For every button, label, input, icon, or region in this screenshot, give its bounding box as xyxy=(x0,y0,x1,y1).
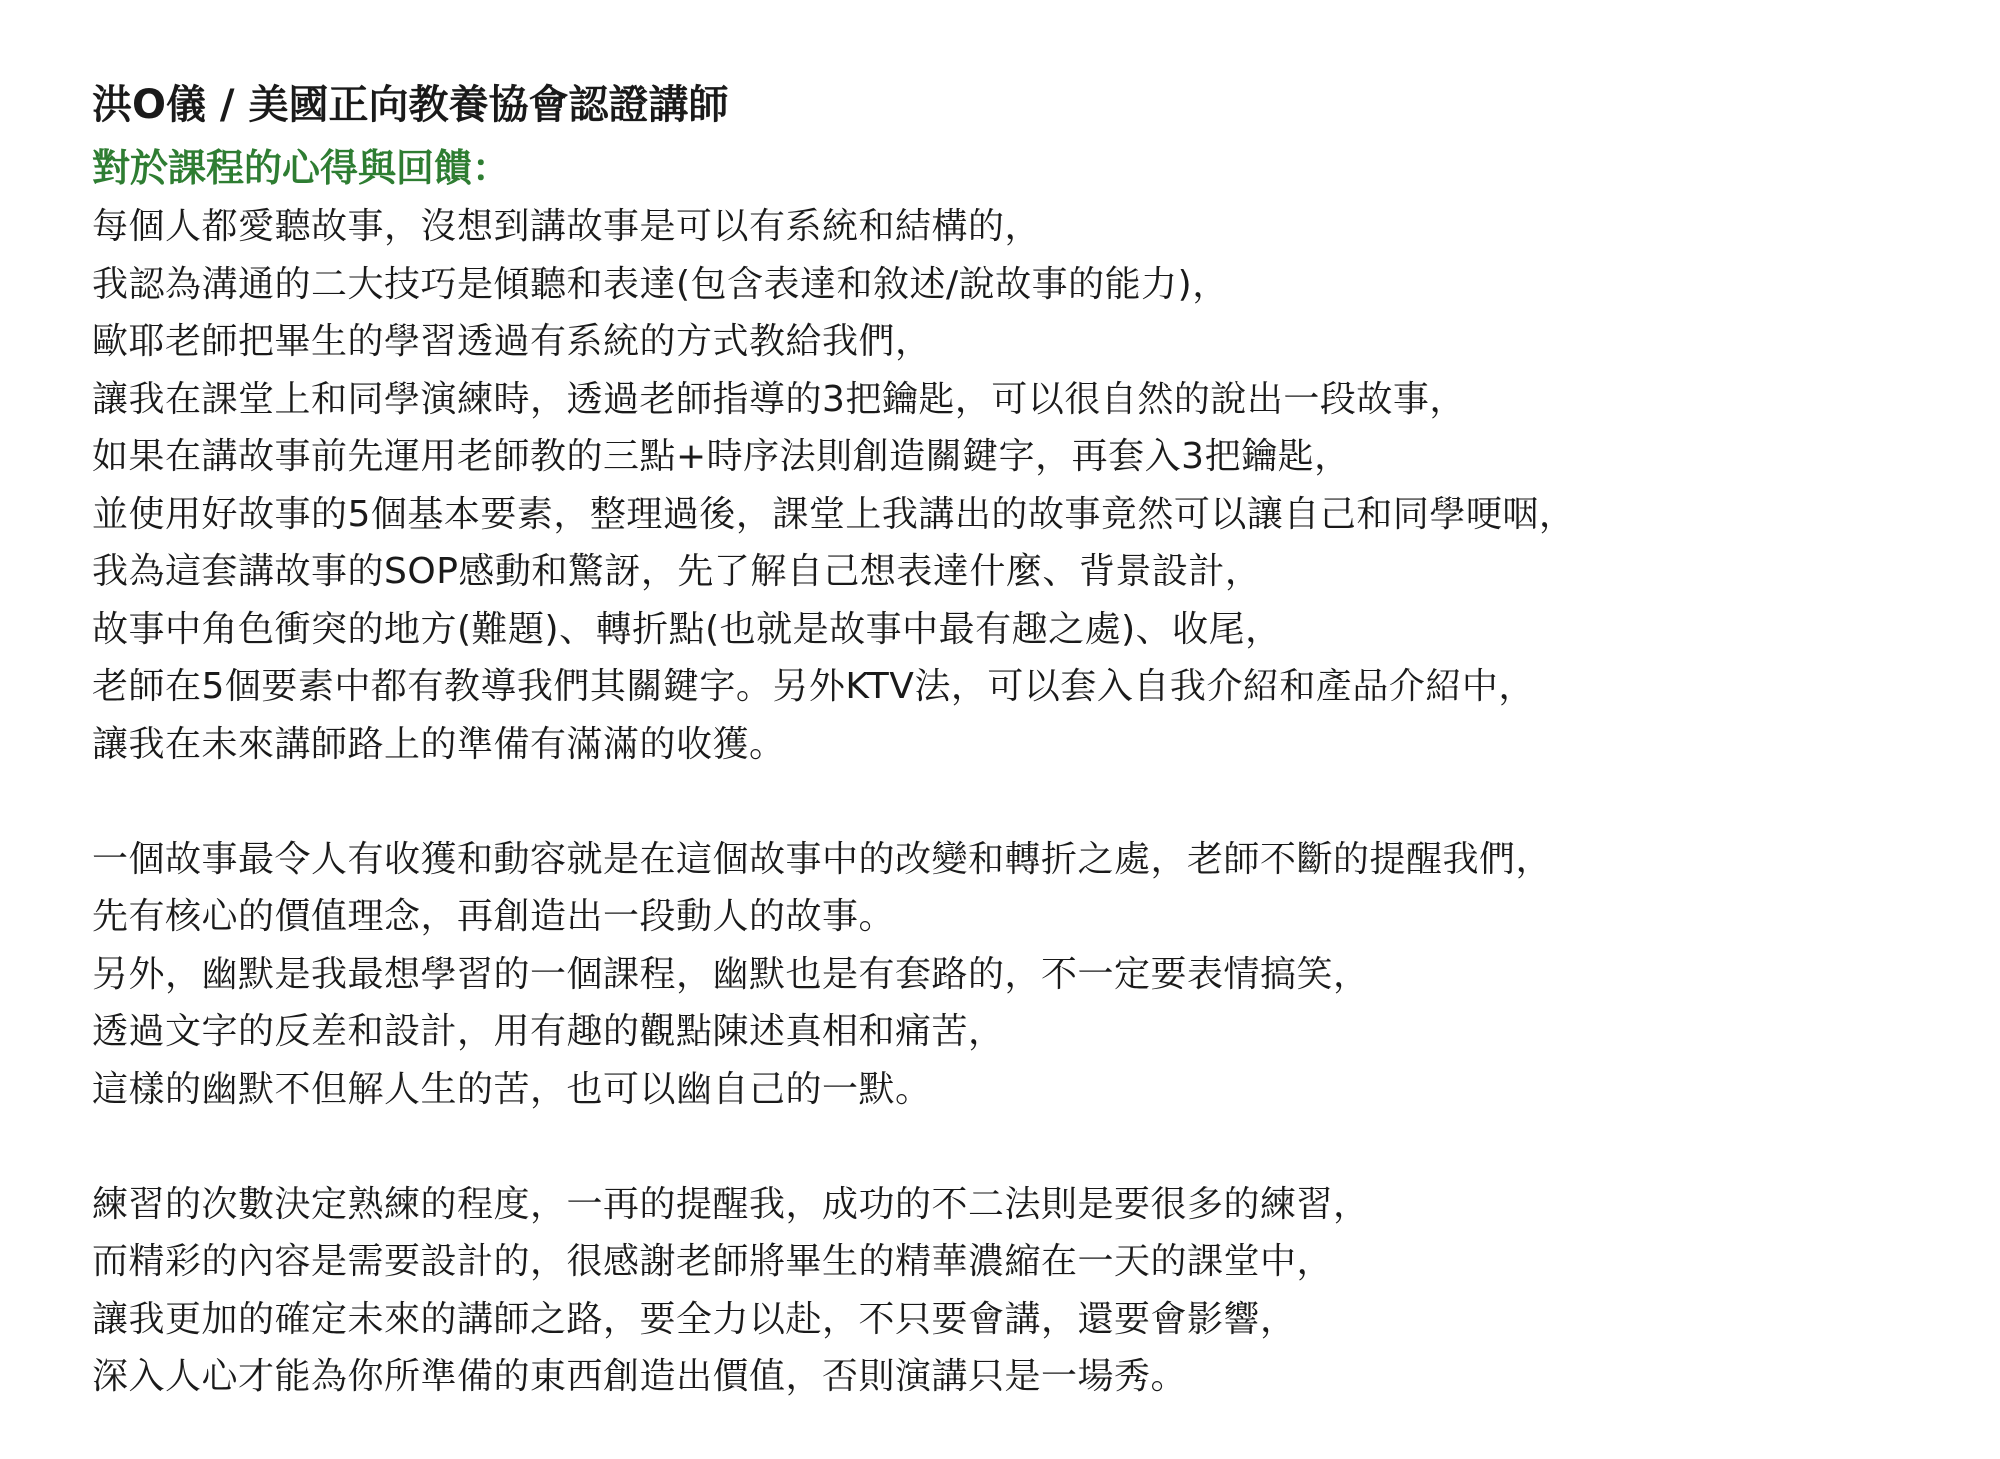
text-line: 這樣的幽默不但解人生的苦，也可以幽自己的一默。 xyxy=(92,1068,932,1110)
paragraph-3 xyxy=(92,1176,1952,1406)
text-line: 如果在講故事前先運用老師教的三點+時序法則創造關鍵字，再套入3把鑰匙， xyxy=(92,436,1351,477)
text-line: 另外，幽默是我最想學習的一個課程，幽默也是有套路的，不一定要表情搞笑， xyxy=(92,953,1370,995)
paragraph-spacer xyxy=(92,1118,1952,1176)
text-line: 透過文字的反差和設計，用有趣的觀點陳述真相和痛苦， xyxy=(92,1011,1005,1052)
text-line: 老師在5個要素中都有教導我們其關鍵字。另外KTV法，可以套入自我介紹和產品介紹中， xyxy=(92,666,1535,707)
paragraph-1 xyxy=(92,198,1952,773)
text-line: 讓我更加的確定未來的講師之路，要全力以赴，不只要會講，還要會影響， xyxy=(92,1298,1297,1340)
text-line: 故事中角色衝突的地方(難題)、轉折點(也就是故事中最有趣之處)、收尾， xyxy=(92,608,1282,650)
text-line: 練習的次數決定熟練的程度，一再的提醒我，成功的不二法則是要很多的練習， xyxy=(92,1183,1370,1225)
text-line: 而精彩的內容是需要設計的，很感謝老師將畢生的精華濃縮在一天的課堂中， xyxy=(92,1241,1334,1282)
text-line: 並使用好故事的5個基本要素，整理過後，課堂上我講出的故事竟然可以讓自己和同學哽咽， xyxy=(92,493,1576,535)
text-line: 先有核心的價值理念，再創造出一段動人的故事。 xyxy=(92,896,896,937)
page-title: 洪O儀 / 美國正向教養協會認證講師 xyxy=(92,82,729,128)
text-line: 讓我在未來講師路上的準備有滿滿的收獲。 xyxy=(92,723,786,765)
section-subtitle: 對於課程的心得與回饋： xyxy=(92,145,511,190)
text-line: 深入人心才能為你所準備的東西創造出價值，否則演講只是一場秀。 xyxy=(92,1356,1188,1397)
paragraph-2 xyxy=(92,831,1952,1119)
text-line: 我認為溝通的二大技巧是傾聽和表達(包含表達和敘述/說故事的能力)， xyxy=(92,263,1229,305)
testimonial-document xyxy=(92,72,1952,1406)
text-line: 我為這套講故事的SOP感動和驚訝，先了解自己想表達什麼、背景設計， xyxy=(92,551,1262,592)
text-line: 讓我在課堂上和同學演練時，透過老師指導的3把鑰匙，可以很自然的說出一段故事， xyxy=(92,378,1466,420)
paragraph-spacer xyxy=(92,773,1952,831)
text-line: 歐耶老師把畢生的學習透過有系統的方式教給我們， xyxy=(92,321,932,362)
text-line: 一個故事最令人有收獲和動容就是在這個故事中的改變和轉折之處，老師不斷的提醒我們， xyxy=(92,838,1553,880)
text-line: 每個人都愛聽故事，沒想到講故事是可以有系統和結構的， xyxy=(92,206,1042,247)
